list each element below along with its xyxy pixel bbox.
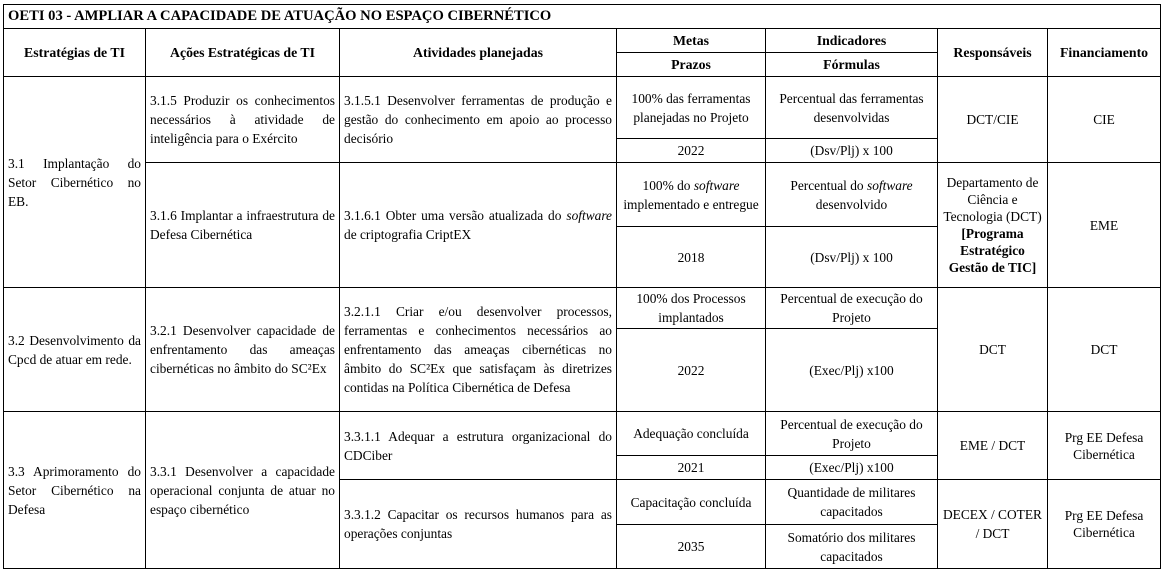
meta-3-2-1-1: 100% dos Processos implantados bbox=[617, 288, 766, 329]
estrategia-3-1: 3.1 Implantação do Setor Cibernético no EB. bbox=[4, 77, 146, 288]
acao-3-1-5: 3.1.5 Produzir os conhecimentos necessários à atividade de inteligência para o Exército bbox=[146, 77, 340, 163]
atividade-3-2-1-1: 3.2.1.1 Criar e/ou desenvolver processos, ferramentas e conhecimentos necessários ao enfrentamento das ameaças cibernéticas no âmbito do SC²Ex que satisfaçam às diretrizes contidas na Política Cibernética de Defesa bbox=[340, 288, 617, 412]
header-atividades: Atividades planejadas bbox=[340, 29, 617, 77]
indicador-3-1-6-1: Percentual do software desenvolvido bbox=[766, 163, 938, 227]
prazo-3-1-6-1: 2018 bbox=[617, 227, 766, 288]
formula-3-3-1-1: (Exec/Plj) x100 bbox=[766, 456, 938, 480]
prazo-3-3-1-1: 2021 bbox=[617, 456, 766, 480]
meta-3-3-1-1: Adequação concluída bbox=[617, 412, 766, 456]
financiamento-3-1-5-1: CIE bbox=[1048, 77, 1161, 163]
acao-3-3-1: 3.3.1 Desenvolver a capacidade operacional conjunta de atuar no espaço cibernético bbox=[146, 412, 340, 569]
header-indicadores: Indicadores bbox=[766, 29, 938, 53]
header-financiamento: Financiamento bbox=[1048, 29, 1161, 77]
header-formulas: Fórmulas bbox=[766, 53, 938, 77]
financiamento-3-2-1-1: DCT bbox=[1048, 288, 1161, 412]
responsavel-3-3-1-2: DECEX / COTER / DCT bbox=[938, 480, 1048, 569]
header-responsaveis: Responsáveis bbox=[938, 29, 1048, 77]
formula-3-1-5-1: (Dsv/Plj) x 100 bbox=[766, 139, 938, 163]
formula-3-3-1-2: Somatório dos militares capacitados bbox=[766, 525, 938, 569]
responsavel-3-3-1-1: EME / DCT bbox=[938, 412, 1048, 480]
atividade-3-3-1-1: 3.3.1.1 Adequar a estrutura organizacional do CDCiber bbox=[340, 412, 617, 480]
table-title: OETI 03 - AMPLIAR A CAPACIDADE DE ATUAÇÃO NO ESPAÇO CIBERNÉTICO bbox=[4, 5, 1161, 29]
acao-3-2-1: 3.2.1 Desenvolver capacidade de enfrentamento das ameaças cibernéticas no âmbito do SC²Ex bbox=[146, 288, 340, 412]
financiamento-3-1-6-1: EME bbox=[1048, 163, 1161, 288]
atividade-3-1-5-1: 3.1.5.1 Desenvolver ferramentas de produção e gestão do conhecimento em apoio ao processo decisório bbox=[340, 77, 617, 163]
strategic-table bbox=[3, 4, 1161, 569]
responsavel-3-1-6-1: Departamento de Ciência e Tecnologia (DCT) [Programa Estratégico Gestão de TIC] bbox=[938, 163, 1048, 288]
formula-3-1-6-1: (Dsv/Plj) x 100 bbox=[766, 227, 938, 288]
prazo-3-3-1-2: 2035 bbox=[617, 525, 766, 569]
meta-3-1-5-1: 100% das ferramentas planejadas no Projeto bbox=[617, 77, 766, 139]
meta-3-1-6-1: 100% do software implementado e entregue bbox=[617, 163, 766, 227]
indicador-3-3-1-1: Percentual de execução do Projeto bbox=[766, 412, 938, 456]
prazo-3-1-5-1: 2022 bbox=[617, 139, 766, 163]
responsavel-3-2-1-1: DCT bbox=[938, 288, 1048, 412]
meta-3-3-1-2: Capacitação concluída bbox=[617, 480, 766, 525]
header-metas: Metas bbox=[617, 29, 766, 53]
acao-3-1-6: 3.1.6 Implantar a infraestrutura de Defesa Cibernética bbox=[146, 163, 340, 288]
header-acoes: Ações Estratégicas de TI bbox=[146, 29, 340, 77]
atividade-3-3-1-2: 3.3.1.2 Capacitar os recursos humanos para as operações conjuntas bbox=[340, 480, 617, 569]
header-estrategias: Estratégias de TI bbox=[4, 29, 146, 77]
indicador-3-2-1-1: Percentual de execução do Projeto bbox=[766, 288, 938, 329]
atividade-3-1-6-1: 3.1.6.1 Obter uma versão atualizada do software de criptografia CriptEX bbox=[340, 163, 617, 288]
header-prazos: Prazos bbox=[617, 53, 766, 77]
prazo-3-2-1-1: 2022 bbox=[617, 329, 766, 412]
estrategia-3-2: 3.2 Desenvolvimento da Cpcd de atuar em rede. bbox=[4, 288, 146, 412]
financiamento-3-3-1-1: Prg EE Defesa Cibernética bbox=[1048, 412, 1161, 480]
financiamento-3-3-1-2: Prg EE Defesa Cibernética bbox=[1048, 480, 1161, 569]
indicador-3-1-5-1: Percentual das ferramentas desenvolvidas bbox=[766, 77, 938, 139]
formula-3-2-1-1: (Exec/Plj) x100 bbox=[766, 329, 938, 412]
indicador-3-3-1-2: Quantidade de militares capacitados bbox=[766, 480, 938, 525]
estrategia-3-3: 3.3 Aprimoramento do Setor Cibernético na Defesa bbox=[4, 412, 146, 569]
responsavel-3-1-5-1: DCT/CIE bbox=[938, 77, 1048, 163]
